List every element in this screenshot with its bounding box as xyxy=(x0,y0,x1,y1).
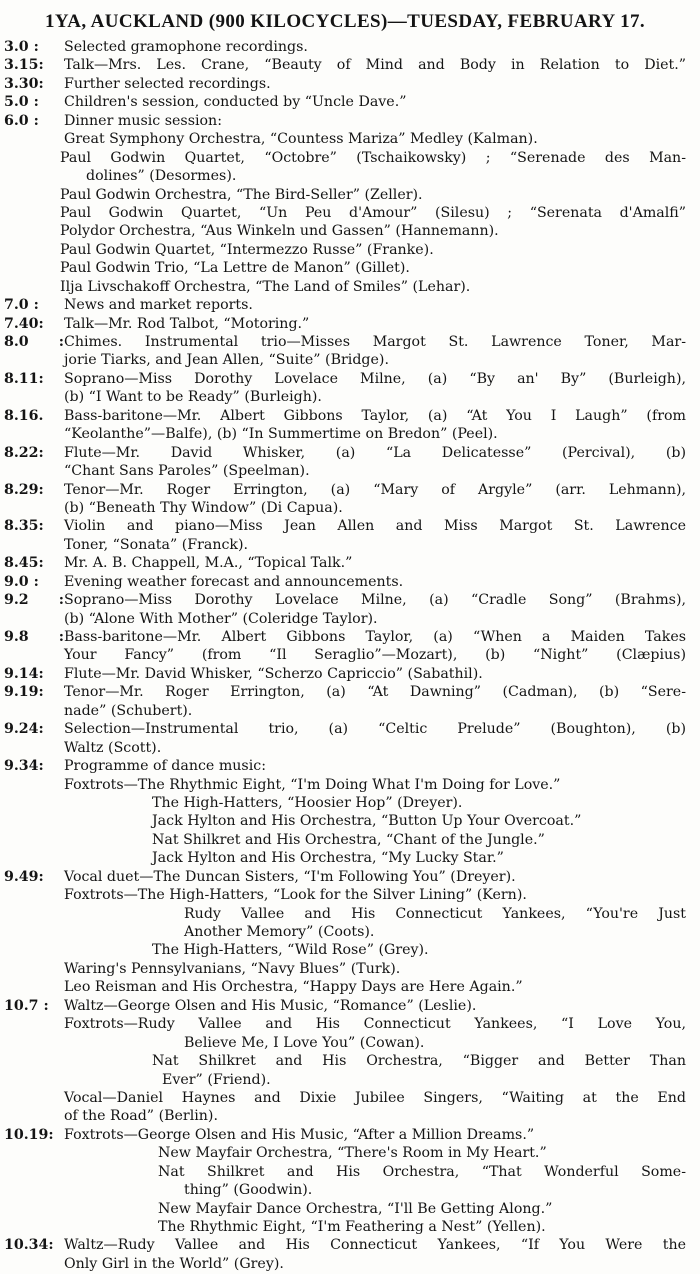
programme-line xyxy=(4,499,686,517)
programme-text: New Mayfair Orchestra, “There's Room in My Heart.” xyxy=(158,1145,547,1162)
time-label: 8.22: xyxy=(4,444,44,461)
time-label: 8.35: xyxy=(4,518,44,535)
programme-line xyxy=(4,278,686,296)
programme-text: Your Fancy” (from “Il Seraglio”—Mozart), (b) “Night” (Clæpius) xyxy=(64,647,686,664)
programme-text: Ever” (Friend). xyxy=(162,1071,271,1088)
time-label: 5.0 : xyxy=(4,94,39,111)
programme-text: Waring's Pennsylvanians, “Navy Blues” (Turk). xyxy=(64,960,401,977)
programme-text: Chimes. Instrumental trio—Misses Margot St. Lawrence Toner, Mar- xyxy=(64,334,686,350)
programme-line xyxy=(4,1200,686,1218)
programme-text: The High-Hatters, “Wild Rose” (Grey). xyxy=(152,942,429,959)
programme-line xyxy=(4,1089,686,1107)
programme-text: thing” (Goodwin). xyxy=(184,1182,313,1199)
programme-line xyxy=(4,1034,686,1052)
programme-text: Foxtrots—Rudy Vallee and His Connecticut Yankees, “I Love You, xyxy=(64,1016,686,1033)
programme-text: Mr. A. B. Chappell, M.A., “Topical Talk.” xyxy=(64,555,353,572)
programme-line xyxy=(4,112,686,130)
programme-line xyxy=(4,56,686,74)
programme-line xyxy=(4,1236,686,1254)
time-label: 9.2 : xyxy=(4,592,64,609)
programme-text: Believe Me, I Love You” (Cowan). xyxy=(184,1034,425,1051)
programme-line xyxy=(4,407,686,425)
programme-line xyxy=(4,665,686,683)
programme-text: Paul Godwin Quartet, “Un Peu d'Amour” (Silesu) ; “Serenata d'Amalfi” xyxy=(60,204,686,221)
programme-line xyxy=(4,831,686,849)
programme-line xyxy=(4,941,686,959)
programme-text: New Mayfair Dance Orchestra, “I'll Be Getting Along.” xyxy=(158,1200,553,1217)
time-label: 9.34: xyxy=(4,758,44,775)
programme-text: Foxtrots—George Olsen and His Music, “After a Million Dreams.” xyxy=(64,1126,535,1143)
programme-line xyxy=(4,167,686,185)
programme-line xyxy=(4,794,686,812)
programme-text: jorie Tiarks, and Jean Allen, “Suite” (Bridge). xyxy=(64,352,389,369)
programme-text: Waltz (Scott). xyxy=(64,739,162,756)
programme-line xyxy=(4,812,686,830)
programme-text: Violin and piano—Miss Jean Allen and Miss Margot St. Lawrence xyxy=(64,518,686,535)
programme-line xyxy=(4,923,686,941)
programme-line xyxy=(4,757,686,775)
time-label: 9.14: xyxy=(4,665,44,682)
time-label: 8.16. xyxy=(4,407,44,424)
time-label: 9.8 : xyxy=(4,629,64,645)
programme-text: Dinner music session: xyxy=(64,112,222,129)
programme-line xyxy=(4,462,686,480)
programme-listing xyxy=(4,38,686,1273)
programme-text: Tenor—Mr. Roger Errington, (a) “At Dawning” (Cadman), (b) “Sere- xyxy=(64,684,686,701)
time-label: 9.19: xyxy=(4,684,44,701)
programme-text: Flute—Mr. David Whisker, (a) “La Delicatesse” (Percival), (b) xyxy=(64,444,686,461)
programme-line xyxy=(4,296,686,314)
programme-text: Ilja Livschakoff Orchestra, “The Land of Smiles” (Lehar). xyxy=(60,278,471,295)
programme-text: Paul Godwin Quartet, “Octobre” (Tschaikowsky) ; “Serenade des Man- xyxy=(60,149,686,166)
programme-line xyxy=(4,628,686,646)
time-label: 8.0 : xyxy=(4,334,64,350)
programme-line xyxy=(4,702,686,720)
programme-text: Vocal duet—The Duncan Sisters, “I'm Following You” (Dreyer). xyxy=(64,868,516,885)
programme-line xyxy=(4,259,686,277)
programme-line xyxy=(4,1218,686,1236)
time-label: 10.19: xyxy=(4,1126,54,1143)
time-label: 10.7 : xyxy=(4,997,49,1014)
programme-line xyxy=(4,93,686,111)
programme-text: Foxtrots—The Rhythmic Eight, “I'm Doing What I'm Doing for Love.” xyxy=(64,776,561,793)
programme-text: Jack Hylton and His Orchestra, “My Lucky Star.” xyxy=(152,850,504,867)
programme-text: Soprano—Miss Dorothy Lovelace Milne, (a) “Cradle Song” (Brahms), xyxy=(64,592,686,609)
programme-text: Another Memory” (Coots). xyxy=(184,924,375,940)
programme-text: Flute—Mr. David Whisker, “Scherzo Capriccio” (Sabathil). xyxy=(64,665,483,682)
programme-text: Soprano—Miss Dorothy Lovelace Milne, (a) “By an' By” (Burleigh), xyxy=(64,370,686,387)
programme-line xyxy=(4,517,686,535)
programme-text: Children's session, conducted by “Uncle Dave.” xyxy=(64,94,407,111)
programme-text: News and market reports. xyxy=(64,297,253,314)
programme-text: Tenor—Mr. Roger Errington, (a) “Mary of Argyle” (arr. Lehmann), xyxy=(64,481,686,498)
programme-text: of the Road” (Berlin). xyxy=(64,1108,218,1125)
time-label: 10.34: xyxy=(4,1237,54,1254)
programme-line xyxy=(4,481,686,499)
programme-line xyxy=(4,370,686,388)
programme-text: (b) “Alone With Mother” (Coleridge Taylor). xyxy=(64,610,378,627)
programme-line xyxy=(4,1126,686,1144)
programme-text: Paul Godwin Orchestra, “The Bird-Seller” (Zeller). xyxy=(60,186,423,203)
time-label: 6.0 : xyxy=(4,112,39,129)
programme-text: Talk—Mr. Rod Talbot, “Motoring.” xyxy=(64,315,310,332)
programme-line xyxy=(4,610,686,628)
time-label: 7.0 : xyxy=(4,297,39,314)
programme-text: Paul Godwin Quartet, “Intermezzo Russe” (Franke). xyxy=(60,241,434,258)
programme-line xyxy=(4,646,686,664)
programme-line xyxy=(4,739,686,757)
programme-line xyxy=(4,960,686,978)
programme-line xyxy=(4,222,686,240)
programme-text: nade” (Schubert). xyxy=(64,702,193,719)
programme-line xyxy=(4,425,686,443)
programme-text: Nat Shilkret and His Orchestra, “Chant of the Jungle.” xyxy=(152,831,545,848)
programme-line xyxy=(4,333,686,351)
programme-text: Jack Hylton and His Orchestra, “Button Up Your Overcoat.” xyxy=(152,813,582,830)
programme-line xyxy=(4,1071,686,1089)
programme-text: Further selected recordings. xyxy=(64,75,271,92)
programme-text: The High-Hatters, “Hoosier Hop” (Dreyer). xyxy=(152,794,463,811)
programme-line xyxy=(4,868,686,886)
programme-text: Evening weather forecast and announcements. xyxy=(64,573,404,590)
programme-line xyxy=(4,241,686,259)
programme-text: Toner, “Sonata” (Franck). xyxy=(64,536,249,553)
programme-line xyxy=(4,1107,686,1125)
programme-line xyxy=(4,573,686,591)
time-label: 8.45: xyxy=(4,555,44,572)
programme-text: Bass-baritone—Mr. Albert Gibbons Taylor, (a) “When a Maiden Takes xyxy=(64,629,686,645)
programme-line xyxy=(4,75,686,93)
programme-line xyxy=(4,1144,686,1162)
programme-text: Waltz—Rudy Vallee and His Connecticut Yankees, “If You Were the xyxy=(64,1237,686,1254)
programme-text: Vocal—Daniel Haynes and Dixie Jubilee Singers, “Waiting at the End xyxy=(64,1089,686,1106)
programme-text: Only Girl in the World” (Grey). xyxy=(64,1255,284,1272)
programme-line xyxy=(4,1163,686,1181)
programme-line xyxy=(4,849,686,867)
programme-text: Leo Reisman and His Orchestra, “Happy Days are Here Again.” xyxy=(64,979,523,996)
programme-text: Programme of dance music: xyxy=(64,758,266,775)
time-label: 8.11: xyxy=(4,370,44,387)
programme-line xyxy=(4,886,686,904)
time-label: 3.30: xyxy=(4,75,44,92)
programme-text: Paul Godwin Trio, “La Lettre de Manon” (Gillet). xyxy=(60,260,410,277)
programme-line xyxy=(4,315,686,333)
programme-text: Rudy Vallee and His Connecticut Yankees, “You're Just xyxy=(184,905,686,922)
programme-text: Nat Shilkret and His Orchestra, “Bigger and Better Than xyxy=(152,1053,686,1070)
programme-text: Polydor Orchestra, “Aus Winkeln und Gassen” (Hannemann). xyxy=(60,223,499,240)
programme-text: (b) “I Want to be Ready” (Burleigh). xyxy=(64,389,322,406)
programme-line xyxy=(4,591,686,609)
programme-line xyxy=(4,204,686,222)
programme-text: “Chant Sans Paroles” (Speelman). xyxy=(64,463,310,480)
programme-text: The Rhythmic Eight, “I'm Feathering a Nest” (Yellen). xyxy=(158,1219,546,1235)
programme-text: “Keolanthe”—Balfe), (b) “In Summertime on Bredon” (Peel). xyxy=(64,426,498,443)
programme-text: (b) “Beneath Thy Window” (Di Capua). xyxy=(64,499,343,516)
programme-line xyxy=(4,1181,686,1199)
programme-line xyxy=(4,720,686,738)
programme-text: dolines” (Desormes). xyxy=(86,168,237,185)
programme-line xyxy=(4,683,686,701)
programme-line xyxy=(4,905,686,923)
time-label: 3.15: xyxy=(4,57,44,74)
programme-line xyxy=(4,351,686,369)
programme-line xyxy=(4,997,686,1015)
programme-line xyxy=(4,388,686,406)
programme-text: Waltz—George Olsen and His Music, “Romance” (Leslie). xyxy=(64,997,477,1014)
programme-line xyxy=(4,776,686,794)
programme-line xyxy=(4,130,686,148)
time-label: 9.0 : xyxy=(4,573,39,590)
programme-text: Selection—Instrumental trio, (a) “Celtic Prelude” (Boughton), (b) xyxy=(64,721,686,738)
time-label: 8.29: xyxy=(4,481,44,498)
time-label: 3.0 : xyxy=(4,39,39,55)
programme-line xyxy=(4,186,686,204)
time-label: 9.49: xyxy=(4,868,44,885)
programme-text: Foxtrots—The High-Hatters, “Look for the Silver Lining” (Kern). xyxy=(64,887,527,904)
programme-line xyxy=(4,1015,686,1033)
time-label: 7.40: xyxy=(4,315,44,332)
programme-line xyxy=(4,444,686,462)
time-label: 9.24: xyxy=(4,721,44,738)
programme-line xyxy=(4,38,686,56)
programme-text: Selected gramophone recordings. xyxy=(64,39,308,55)
programme-line xyxy=(4,1255,686,1273)
programme-line xyxy=(4,149,686,167)
programme-text: Nat Shilkret and His Orchestra, “That Wonderful Some- xyxy=(158,1163,686,1180)
programme-text: Bass-baritone—Mr. Albert Gibbons Taylor, (a) “At You I Laugh” (from xyxy=(64,407,686,424)
programme-text: Talk—Mrs. Les. Crane, “Beauty of Mind and Body in Relation to Diet.” xyxy=(64,57,686,74)
programme-line xyxy=(4,978,686,996)
programme-line xyxy=(4,1052,686,1070)
programme-text: Great Symphony Orchestra, “Countess Mariza” Medley (Kalman). xyxy=(64,131,538,148)
programme-line xyxy=(4,536,686,554)
page-heading: 1YA, AUCKLAND (900 KILOCYCLES)—TUESDAY, FEBRUARY 17. xyxy=(44,11,646,32)
programme-line xyxy=(4,554,686,572)
